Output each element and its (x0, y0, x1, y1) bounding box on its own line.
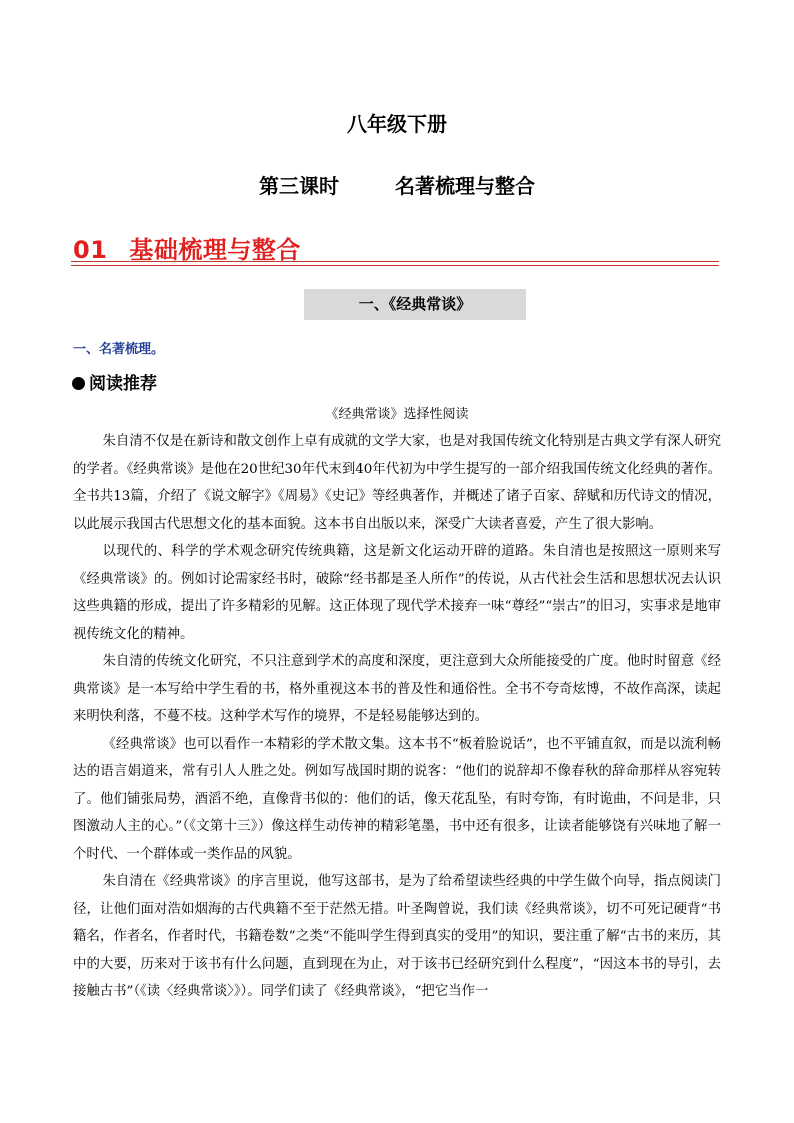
section-divider-thin (71, 265, 719, 266)
paragraph: 《经典常谈》也可以看作一本精彩的学术散文集。这本书不“板着脸说话”，也不平铺直叙，而是以流利畅达的语言娟道来，常有引人人胜之处。例如写战国时期的说客：“他们的说辞却不像春秋的辞命那样从容宛转了。他们铺张局势，酒滔不绝，直像背书似的：他们的话，像天花乱坠，有时夸饰，有时诡曲，不问是非，只图激动人主的心。”（《文第十三》）像这样生动传神的精彩笔墨，书中还有很多，让读者能够饶有兴味地了解一个时代、一个群体或一类作品的风貌。 (73, 736, 721, 862)
lesson-topic: 名著梳理与整合 (395, 174, 535, 198)
book-heading-box: 一、《经典常谈》 (304, 289, 526, 320)
section-number: 01 (73, 236, 108, 264)
paragraph: 以现代的、科学的学术观念研究传统典籍，这是新文化运动开辟的道路。朱自清也是按照这一原则来写《经典常谈》的。例如讨论需家经书时，破除“经书都是圣人所作”的传说，从古代社会生活和思想状况去认识这些典籍的形成，提出了许多精彩的见解。这正体现了现代学术接弃一味“尊经”“崇古”的旧习，实事求是地审视传统文化的精神。 (73, 544, 721, 642)
paragraph: 朱自清的传统文化研究，不只注意到学术的高度和深度，更注意到大众所能接受的广度。他时时留意《经典常谈》是一本写给中学生看的书，格外重视这本书的普及性和通俗性。全书不夸奇炫博，不故作高深，读起来明快利落，不蔓不枝。这种学术写作的境界，不是轻易能够达到的。 (73, 654, 721, 724)
article-title: 《经典常谈》选择性阅读 (325, 407, 469, 422)
reading-recommendation (72, 369, 157, 394)
section-heading (73, 230, 301, 265)
sub-heading: 一、名著梳理。 (73, 342, 165, 357)
paragraph: 朱自清在《经典常谈》的序言里说，他写这部书，是为了给希望读些经典的中学生做个向导，指点阅读门径，让他们面对浩如烟海的古代典籍不至于茫然无措。叶圣陶曾说，我们读《经典常谈》，切不可死记硬背“书籍名，作者名，作者时代，书籍卷数”之类“不能叫学生得到真实的受用”的知识，要注重了解“古书的来历，其中的大要，历来对于该书有什么问题，直到现在为止，对于该书已经研究到什么程度”，“因这本书的导引，去接触古书”（《读〈经典常谈〉》）。同学们读了《经典常谈》，“把它当作一 (73, 874, 721, 999)
reading-heading-label: 阅读推荐 (89, 374, 157, 394)
section-divider-thick (71, 261, 719, 262)
article-body (73, 428, 721, 1006)
grade-title: 八年级下册 (347, 112, 447, 136)
paragraph: 朱自清不仅是在新诗和散文创作上卓有成就的文学大家，也是对我国传统文化特别是古典文学有深人研究的学者。《经典常谈》是他在20世纪30年代末到40年代初为中学生提写的一部介绍我国传统文化经典的著作。全书共13篇，介绍了《说文解字》《周易》《史记》等经典著作，并概述了诸子百家、辞赋和历代诗文的情况，以此展示我国古代思想文化的基本面貌。这本书自出版以来，深受广大读者喜爱，产生了很大影响。 (73, 434, 721, 532)
lesson-number: 第三课时 (259, 174, 339, 198)
bullet-dot-icon (72, 377, 85, 390)
lesson-title (0, 170, 794, 199)
section-title: 基础梳理与整合 (129, 236, 301, 264)
